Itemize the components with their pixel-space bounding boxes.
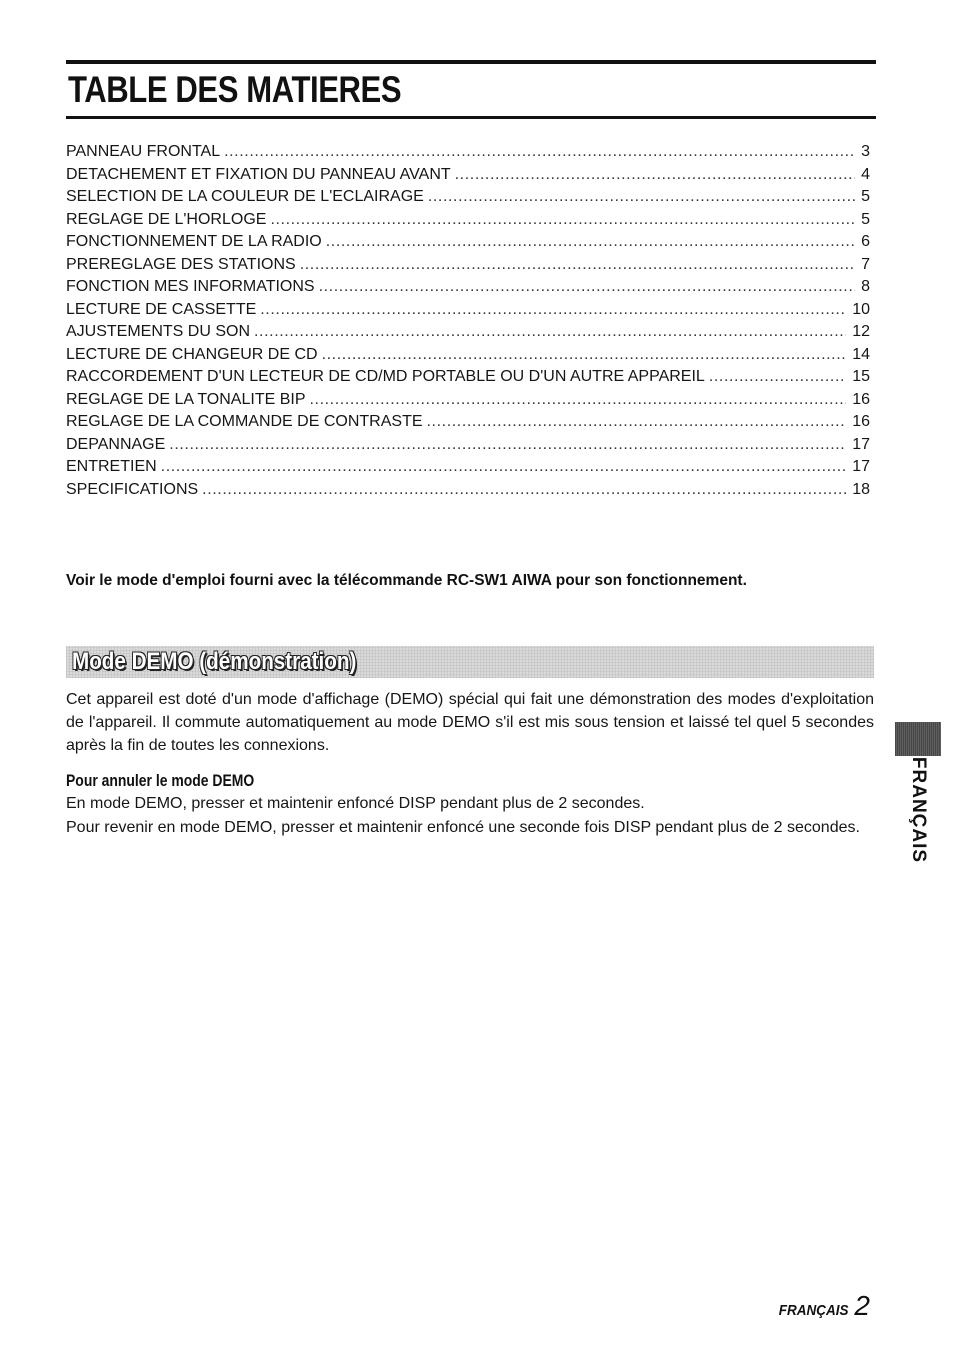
toc-entry-horloge[interactable]	[66, 209, 870, 232]
toc-entry-page: 7	[861, 255, 870, 273]
footer-language: FRANÇAIS	[778, 1302, 849, 1319]
toc-entry-page: 18	[852, 480, 870, 498]
toc-entry-label: ENTRETIEN	[66, 458, 157, 475]
language-thumb-tab	[895, 722, 941, 756]
toc-entry-page: 5	[861, 188, 870, 205]
toc-entry-page: 3	[861, 143, 870, 160]
toc-dot-leader	[319, 276, 856, 299]
toc-entry-label: SELECTION DE LA COULEUR DE L'ECLAIRAGE	[66, 188, 424, 205]
toc-entry-raccordement[interactable]	[66, 366, 870, 389]
toc-entry-cassette[interactable]	[66, 299, 870, 322]
remote-control-note: Voir le mode d'emploi fourni avec la télécommande RC-SW1 AIWA pour son fonctionnement.	[66, 572, 747, 589]
toc-entry-son[interactable]	[66, 321, 870, 344]
toc-dot-leader	[260, 299, 846, 322]
toc-dot-leader	[254, 321, 846, 344]
toc-dot-leader	[322, 344, 847, 367]
toc-entry-entretien[interactable]	[66, 456, 870, 479]
toc-entry-specifications[interactable]	[66, 479, 870, 502]
toc-entry-changeur-cd[interactable]	[66, 344, 870, 367]
toc-entry-panneau-frontal[interactable]	[66, 141, 870, 164]
toc-entry-label: SPECIFICATIONS	[66, 480, 199, 498]
toc-entry-page: 4	[861, 165, 870, 183]
toc-dot-leader	[169, 434, 846, 457]
demo-section-header-bar	[66, 646, 874, 678]
title-underline-rule	[66, 116, 876, 119]
toc-entry-page: 6	[861, 233, 870, 250]
toc-entry-page: 16	[852, 390, 870, 408]
toc-entry-label: REGLAGE DE LA COMMANDE DE CONTRASTE	[66, 413, 423, 430]
toc-dot-leader	[270, 209, 855, 232]
toc-dot-leader	[455, 164, 855, 187]
demo-intro-paragraph: Cet appareil est doté d'un mode d'affichage (DEMO) spécial qui fait une démonstration des modes d'exploitation de l'appareil. Il commute automatiquement au mode DEMO s'il est mis sous tension et laissé tel quel 5 secondes après la fin de toutes les connexions.	[66, 691, 874, 754]
toc-entry-label: FONCTIONNEMENT DE LA RADIO	[66, 233, 322, 250]
toc-entry-page: 17	[852, 435, 870, 453]
toc-dot-leader	[428, 186, 855, 209]
toc-entry-page: 16	[852, 413, 870, 430]
toc-entry-detachement[interactable]	[66, 164, 870, 187]
toc-entry-couleur-eclairage[interactable]	[66, 186, 870, 209]
toc-entry-prereglage[interactable]	[66, 254, 870, 277]
toc-entry-label: RACCORDEMENT D'UN LECTEUR DE CD/MD PORTABLE OU D'UN AUTRE APPAREIL	[66, 368, 705, 385]
cancel-demo-heading: Pour annuler le mode DEMO	[66, 771, 255, 790]
toc-entry-page: 10	[852, 300, 870, 318]
toc-entry-label: DETACHEMENT ET FIXATION DU PANNEAU AVANT	[66, 165, 451, 183]
toc-entry-page: 8	[861, 278, 870, 295]
toc-entry-label: PANNEAU FRONTAL	[66, 143, 221, 160]
toc-entry-radio[interactable]	[66, 231, 870, 254]
toc-entry-contraste[interactable]	[66, 411, 870, 434]
toc-entry-label: DEPANNAGE	[66, 435, 166, 453]
language-side-label-text: FRANÇAIS	[908, 756, 929, 864]
demo-section-title: Mode DEMO (démonstration)	[72, 648, 357, 675]
toc-entry-page: 12	[852, 323, 870, 340]
toc-entry-tonalite-bip[interactable]	[66, 389, 870, 412]
toc-entry-depannage[interactable]	[66, 434, 870, 457]
toc-dot-leader	[427, 411, 847, 434]
footer-page-number: 2	[854, 1290, 870, 1321]
toc-entry-page: 17	[852, 458, 870, 475]
toc-entry-label: PREREGLAGE DES STATIONS	[66, 255, 296, 273]
toc-entry-mes-informations[interactable]	[66, 276, 870, 299]
toc-dot-leader	[709, 366, 846, 389]
toc-dot-leader	[326, 231, 855, 254]
toc-dot-leader	[300, 254, 855, 277]
cancel-demo-step-2: Pour revenir en mode DEMO, presser et maintenir enfoncé une seconde fois DISP pendant plus de 2 secondes.	[66, 819, 860, 836]
toc-entry-label: LECTURE DE CASSETTE	[66, 300, 257, 318]
toc-entry-page: 14	[852, 345, 870, 363]
toc-entry-label: AJUSTEMENTS DU SON	[66, 323, 251, 340]
toc-dot-leader	[161, 456, 847, 479]
toc-entry-page: 5	[861, 210, 870, 228]
toc-entry-label: LECTURE DE CHANGEUR DE CD	[66, 345, 318, 363]
toc-entry-page: 15	[852, 368, 870, 385]
toc-dot-leader	[310, 389, 847, 412]
toc-dot-leader	[224, 141, 855, 164]
toc-dot-leader	[202, 479, 846, 502]
top-rule	[66, 60, 876, 64]
cancel-demo-step-1: En mode DEMO, presser et maintenir enfoncé DISP pendant plus de 2 secondes.	[66, 795, 645, 812]
page-title: TABLE DES MATIERES	[68, 69, 402, 110]
page-footer	[771, 1290, 870, 1322]
table-of-contents	[66, 141, 870, 501]
toc-entry-label: FONCTION MES INFORMATIONS	[66, 278, 315, 295]
toc-entry-label: REGLAGE DE LA TONALITE BIP	[66, 390, 306, 408]
toc-entry-label: REGLAGE DE L'HORLOGE	[66, 210, 267, 228]
